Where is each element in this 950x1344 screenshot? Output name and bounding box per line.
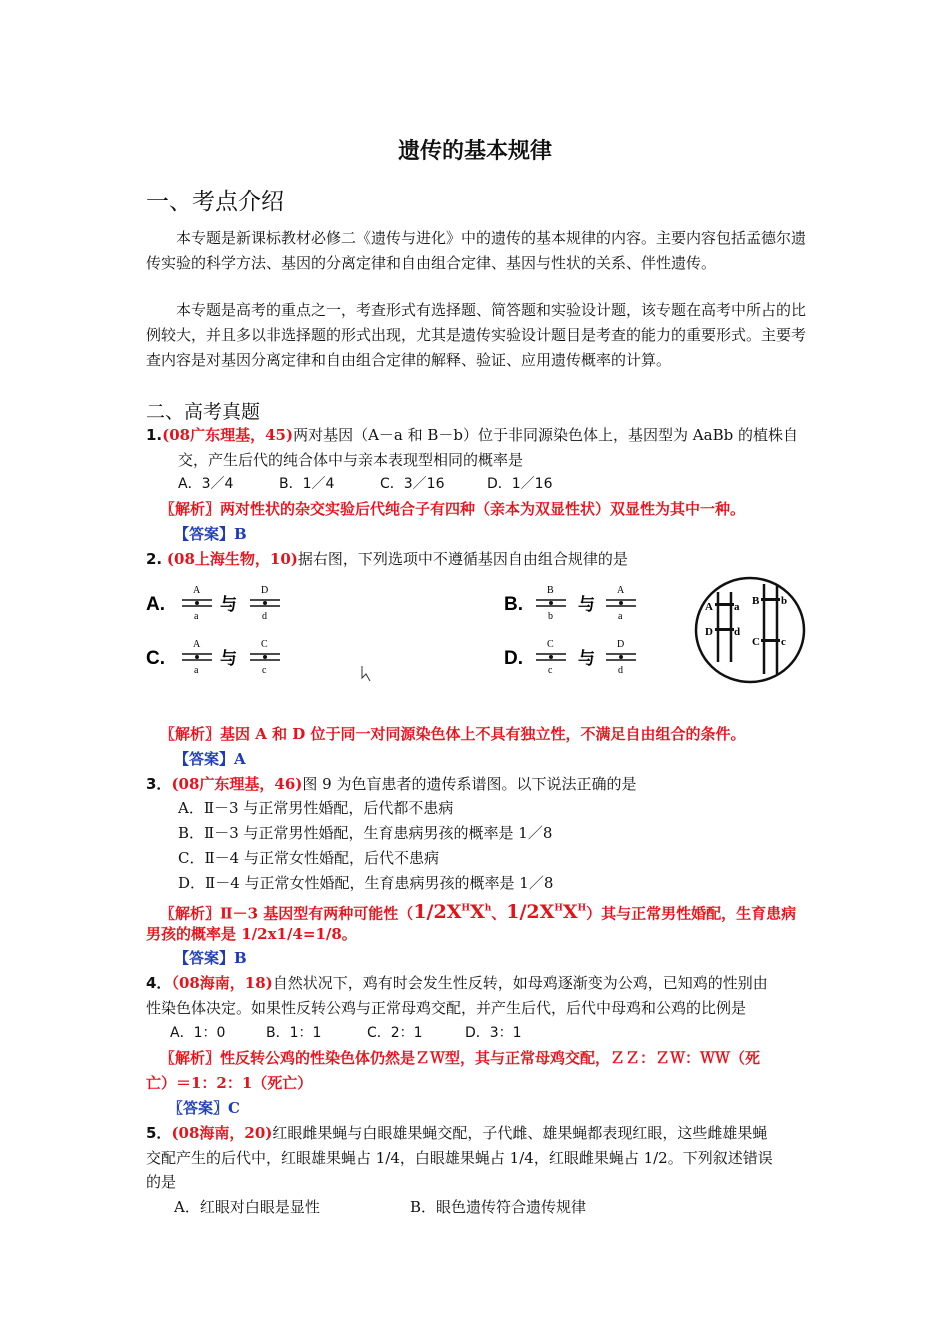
- question-1-line-1: [146, 424, 798, 446]
- cell-gene-c-upper: C: [752, 636, 760, 648]
- question-4-option-b: B．1：1: [266, 1025, 322, 1041]
- question-2-figure: [140, 570, 810, 700]
- figure-option-b-gene-top-2: A: [617, 585, 625, 596]
- figure-option-c-connector: 与: [220, 649, 237, 669]
- figure-option-c-gene-top-1: A: [193, 639, 201, 650]
- cell-gene-b-lower: b: [781, 595, 788, 607]
- figure-option-c-gene-bottom-2: c: [262, 665, 267, 676]
- question-3-number: 3．: [146, 775, 172, 793]
- figure-option-c: [146, 639, 280, 676]
- question-3-option-a: A．Ⅱ－3 与正常男性婚配，后代都不患病: [178, 799, 454, 817]
- page-title: 遗传的基本规律: [397, 139, 552, 164]
- question-4-answer-label: 〖答案〗: [168, 1099, 229, 1117]
- question-1-option-d: D．1／16: [487, 476, 553, 492]
- question-2-source: (08上海生物，10): [166, 550, 298, 568]
- question-2-stem: 据右图，下列选项中不遵循基因自由组合规律的是: [297, 550, 628, 568]
- genotype-2-mid: X: [562, 901, 578, 924]
- question-2-analysis: 〖解析〗基因 A 和 D 位于同一对同源染色体上不具有独立性，不满足自由组合的条件。: [160, 725, 746, 743]
- question-4-option-c: C．2：1: [367, 1025, 423, 1041]
- figure-option-a-gene-top-2: D: [261, 585, 269, 596]
- question-3-separator: 、: [491, 904, 507, 923]
- genotype-1-mid: X: [469, 901, 485, 924]
- question-4-answer: [168, 1097, 240, 1119]
- genotype-2-sup-1: H: [554, 904, 563, 914]
- question-5-option-a: A．红眼对白眼是显性: [174, 1198, 320, 1216]
- figure-option-d-gene-bottom-2: d: [618, 665, 623, 676]
- question-3-stem: 图 9 为色盲患者的遗传系谱图。以下说法正确的是: [302, 775, 637, 793]
- question-2-answer-value: A: [234, 750, 246, 768]
- cell-gene-c-lower: c: [781, 636, 786, 648]
- question-3-analysis-b: ）其与正常男性婚配，生育患病: [586, 904, 797, 923]
- figure-option-c-gene-top-2: C: [261, 639, 268, 650]
- figure-option-d-gene-top-1: C: [547, 639, 554, 650]
- question-1-stem-1: 两对基因（A－a 和 B－b）位于非同源染色体上，基因型为 AaBb 的植株自: [293, 426, 798, 444]
- genotype-1-sup-2: h: [484, 904, 492, 914]
- cell-gene-d-upper: D: [705, 626, 713, 638]
- figure-option-a-connector: 与: [220, 595, 237, 615]
- question-4-stem-2: 性染色体决定。如果性反转公鸡与正常母鸡交配，并产生后代，后代中母鸡和公鸡的比例是: [146, 999, 747, 1017]
- genotype-2-sup-2: H: [577, 904, 587, 914]
- figure-option-a-gene-top-1: A: [193, 585, 201, 596]
- question-1-analysis: 〖解析〗两对性状的杂交实验后代纯合子有四种（亲本为双显性状）双显性为其中一种。: [160, 500, 746, 518]
- question-1-answer-label: 【答案】: [174, 525, 235, 543]
- question-1-option-b: B．1／4: [279, 476, 335, 492]
- question-4-number: 4．: [146, 974, 172, 992]
- question-4-source: （08海南，18): [171, 974, 273, 992]
- question-3-source: (08广东理基，46): [171, 775, 303, 793]
- question-3-analysis-line-2: 男孩的概率是 1/2x1/4=1/8。: [146, 925, 357, 943]
- question-4-analysis-line-1: 〖解析〗性反转公鸡的性染色体仍然是ＺＷ型，其与正常母鸡交配，ＺＺ：ＺＷ：ＷＷ（死: [160, 1049, 761, 1067]
- question-1-stem-2: 交，产生后代的纯合体中与亲本表现型相同的概率是: [178, 451, 524, 469]
- question-2-line-1: [146, 548, 628, 570]
- question-2-answer: [174, 748, 246, 770]
- figure-option-a-gene-bottom-2: d: [262, 611, 267, 622]
- genotype-1-sup-1: H: [461, 904, 470, 914]
- question-5-stem-1: 红眼雌果蝇与白眼雄果蝇交配，子代雌、雄果蝇都表现红眼，这些雌雄果蝇: [272, 1124, 768, 1142]
- question-4-option-d: D．3：1: [465, 1025, 522, 1041]
- section-heading-intro: 一、考点介绍: [146, 189, 284, 215]
- question-3-analysis-line-1: [160, 898, 796, 924]
- question-5-options: [174, 1196, 586, 1218]
- question-3-answer-label: 【答案】: [174, 949, 235, 967]
- question-3-option-b: B．Ⅱ－3 与正常男性婚配，生育患病男孩的概率是 1／8: [178, 824, 553, 842]
- figure-option-a-gene-bottom-1: a: [194, 611, 199, 622]
- question-1-answer: [174, 523, 247, 545]
- figure-option-b: [504, 585, 636, 622]
- figure-option-c-gene-bottom-1: a: [194, 665, 199, 676]
- question-1-option-c: C．3／16: [380, 476, 445, 492]
- figure-cell-diagram: [696, 578, 804, 682]
- question-4-stem-1: 自然状况下，鸡有时会发生性反转，如母鸡逐渐变为公鸡，已知鸡的性别由: [272, 974, 768, 992]
- question-1-number: 1.: [146, 426, 163, 444]
- question-5-stem-3: 的是: [146, 1173, 177, 1191]
- question-3-genotype-2: [506, 901, 586, 923]
- question-4-answer-value: C: [228, 1099, 240, 1117]
- cell-gene-a-lower: a: [734, 601, 740, 613]
- question-4-line-1: [146, 972, 768, 994]
- figure-option-c-label: C.: [146, 648, 165, 669]
- question-3-genotype-1: [413, 901, 491, 923]
- figure-option-b-connector: 与: [578, 595, 595, 615]
- question-2-answer-label: 【答案】: [174, 750, 235, 768]
- question-1-option-a: A．3／4: [178, 476, 234, 492]
- figure-option-b-label: B.: [504, 594, 523, 615]
- question-3-option-c: C．Ⅱ－4 与正常女性婚配，后代不患病: [178, 849, 439, 867]
- question-5-number: 5．: [146, 1124, 172, 1142]
- cell-gene-a-upper: A: [705, 601, 713, 613]
- question-3-answer: [174, 947, 247, 969]
- question-3-analysis-a: 〖解析〗Ⅱ－3 基因型有两种可能性（: [160, 904, 414, 923]
- question-4-option-a: A．1：0: [170, 1025, 226, 1041]
- question-5-line-1: [146, 1122, 767, 1144]
- question-3-answer-value: B: [234, 949, 247, 967]
- question-1-answer-value: B: [234, 525, 247, 543]
- intro-paragraph-1: 本专题是新课标教材必修二《遗传与进化》中的遗传的基本规律的内容。主要内容包括孟德尔遗传实验的科学方法、基因的分离定律和自由组合定律、基因与性状的关系、伴性遗传。: [146, 229, 807, 272]
- question-4-analysis-line-2: 亡）＝1：2：1（死亡）: [146, 1074, 313, 1092]
- figure-option-d-gene-top-2: D: [617, 639, 625, 650]
- question-3-line-1: [146, 773, 636, 795]
- question-5-source: (08海南，20): [171, 1124, 273, 1142]
- question-2-number: 2.: [146, 550, 163, 568]
- question-1-source: (08广东理基，45): [162, 426, 294, 444]
- genotype-1-prefix: 1/2X: [413, 901, 462, 924]
- intro-paragraph-2: 本专题是高考的重点之一，考查形式有选择题、简答题和实验设计题，该专题在高考中所占的比例较大，并且多以非选择题的形式出现，尤其是遗传实验设计题目是考查的能力的重要形式。主要考查内容是对基因分离定律和自由组合定律的解释、验证、应用遗传概率的计算。: [146, 301, 807, 369]
- figure-option-b-gene-bottom-2: a: [618, 611, 623, 622]
- figure-option-d-gene-bottom-1: c: [548, 665, 553, 676]
- question-4-options: [170, 1022, 522, 1044]
- genotype-2-prefix: 1/2X: [506, 901, 555, 924]
- figure-option-d-connector: 与: [578, 649, 595, 669]
- figure-option-b-gene-top-1: B: [547, 585, 554, 596]
- question-1-options: [178, 473, 553, 495]
- cell-gene-d-lower: d: [734, 626, 741, 638]
- section-heading-exam: 二、高考真题: [146, 401, 261, 423]
- question-3-option-d: D．Ⅱ－4 与正常女性婚配，生育患病男孩的概率是 1／8: [178, 874, 554, 892]
- figure-option-b-gene-bottom-1: b: [548, 611, 553, 622]
- question-5-option-b: B．眼色遗传符合遗传规律: [410, 1198, 587, 1216]
- figure-option-a: [146, 585, 280, 622]
- figure-option-a-label: A.: [146, 594, 165, 615]
- figure-option-d: [504, 639, 636, 676]
- cell-gene-b-upper: B: [752, 595, 760, 607]
- figure-option-d-label: D.: [504, 648, 523, 669]
- cursor-mark: [362, 666, 370, 681]
- question-5-stem-2: 交配产生的后代中，红眼雄果蝇占 1/4，白眼雄果蝇占 1/4，红眼雌果蝇占 1/2。下列叙述错误: [146, 1149, 773, 1167]
